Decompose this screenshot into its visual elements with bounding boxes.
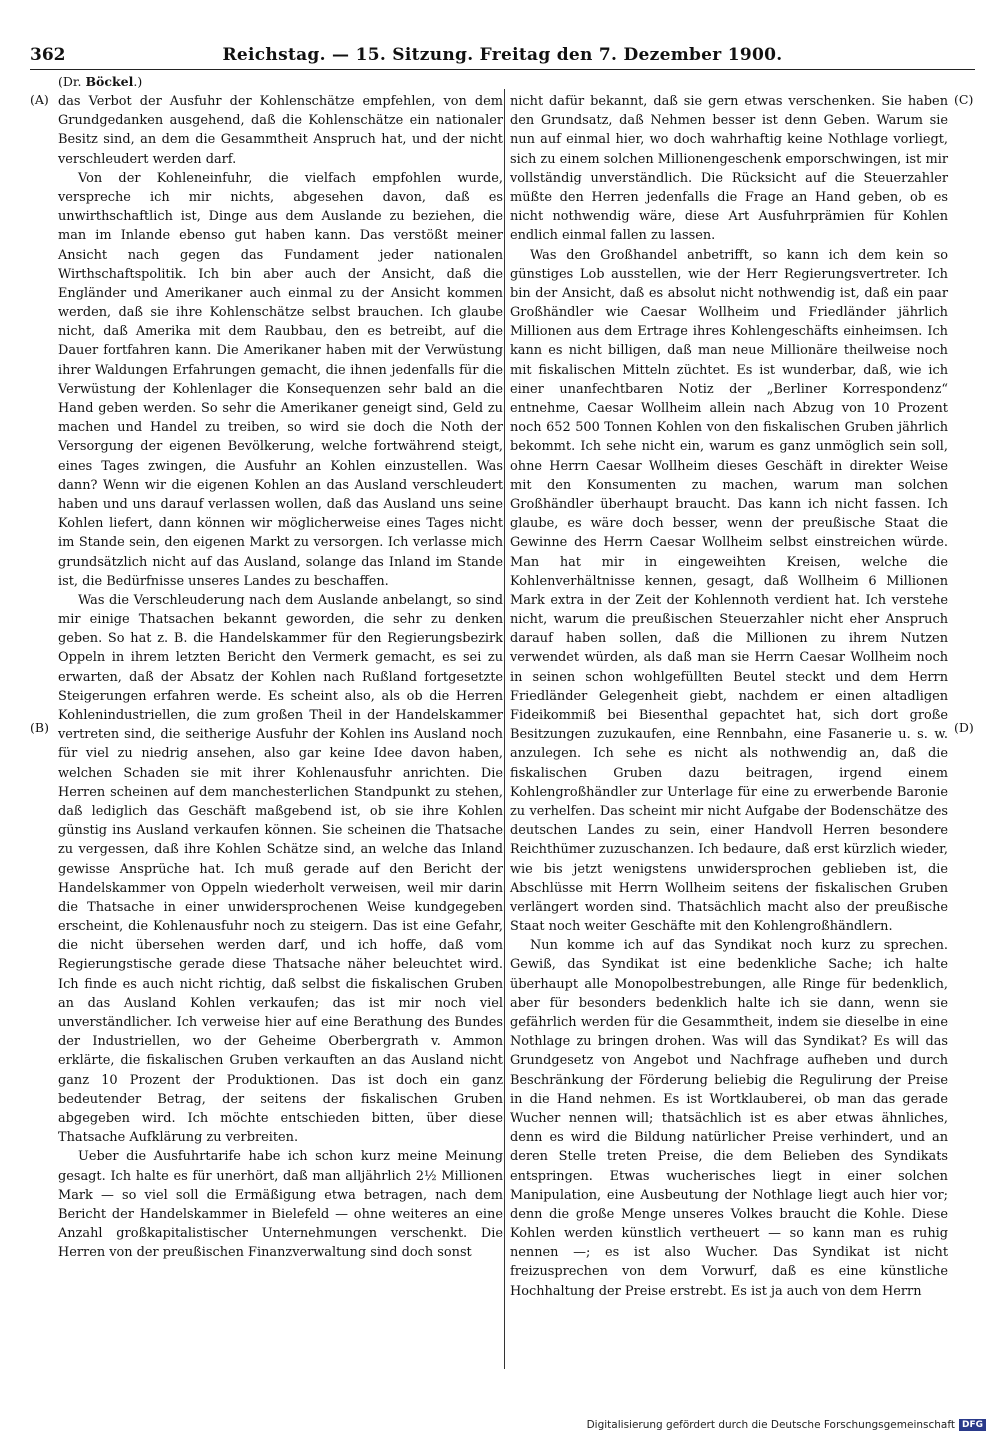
page-number: 362 xyxy=(30,45,66,65)
running-head: Reichstag. — 15. Sitzung. Freitag den 7. Dezember 1900. xyxy=(222,45,783,65)
speaker-prefix: (Dr. xyxy=(58,74,86,89)
paragraph: Was die Verschleuderung nach dem Auslande anbelangt, so sind mir einige Thatsachen bekannt geworden, die sehr zu denken geben. So hat z. B. die Handelskammer für den Regierungsbezirk Oppeln in ihrem letzten Bericht den Vermerk gemacht, es sei zu erwarten, daß der Absatz der Kohlen nach Rußland fortgesetzte Steigerungen erfahren werde. Es scheint also, als ob die Herren Kohlenindustriellen, die zum großen Theil in der Handelskammer vertreten sind, die seitherige Ausfuhr der Kohlen ins Ausland noch für viel zu niedrig ansehen, also gar keine Idee davon haben, welchen Schaden sie mit ihrer Kohlenausfuhr anrichten. Die Herren scheinen auf dem manchesterlichen Standpunkt zu stehen, daß lediglich das Geschäft maßgebend ist, ob sie ihre Kohlen günstig ins Ausland verkaufen können. Sie scheinen die Thatsache zu vergessen, daß ihre Kohlen Schätze sind, an welche das Inland gewisse Ansprüche hat. Ich muß gerade auf den Bericht der Handelskammer von Oppeln wiederholt verweisen, weil mir darin die Thatsache in einer unwidersprochenen Weise kundgegeben erscheint, die Kohlenausfuhr noch zu steigern. Das ist eine Gefahr, die nicht übersehen werden darf, und ich hoffe, daß vom Regierungstische gerade diese Thatsache näher beleuchtet wird. Ich finde es auch nicht richtig, daß selbst die fiskalischen Gruben an das Ausland Kohlen verkaufen; das ist mir noch viel unverständlicher. Ich verweise hier auf eine Berathung des Bundes der Industriellen, wo der Geheime Oberbergrath v. Ammon erklärte, die fiskalischen Gruben verkauften an das Ausland nicht ganz 10 Prozent der Produktionen. Das ist doch ein ganz bedeutender Betrag, der seitens der fiskalischen Gruben abgegeben wird. Ich möchte entschieden bitten, über diese Thatsache Aufklärung zu verbreiten. xyxy=(58,592,503,1146)
page-footer xyxy=(587,1418,986,1432)
footer-credit: Digitalisierung gefördert durch die Deutsche Forschungsgemeinschaft xyxy=(586,1419,955,1431)
paragraph: Nun komme ich auf das Syndikat noch kurz zu sprechen. Gewiß, das Syndikat ist eine bedenkliche Sache; ich halte überhaupt alle Monopolbestrebungen, alle Ringe für bedenklich, aber für besonders bedenklich halte ich sie dann, wenn sie gefährlich werden für die Gesammtheit, indem sie dieselbe in eine Nothlage zu bringen drohen. Was will das Syndikat? Es will das Grundgesetz von Angebot und Nachfrage aufheben und durch Beschränkung der Förderung beliebig die Regulirung der Preise in die Hand nehmen. Es ist Wortklauberei, ob man das gerade Wucher nennen will; thatsächlich ist es aber etwas ähnliches, denn es wird die Bildung natürlicher Preise verhindert, und an deren Stelle treten Preise, die dem Belieben des Syndikats entspringen. Etwas wucherisches liegt in einer solchen Manipulation, eine Ausbeutung der Nothlage liegt auch hier vor; denn die große Menge unseres Volkes braucht die Kohle. Diese Kohlen werden künstlich vertheuert — so kann man es ruhig nennen —; es ist also Wucher. Das Syndikat ist nicht freizusprechen von dem Vorwurf, daß es eine künstliche Hochhaltung der Preise erstrebt. Es ist ja auch von dem Herrn xyxy=(510,938,948,1299)
margin-mark-c: (C) xyxy=(954,92,974,107)
paragraph: das Verbot der Ausfuhr der Kohlenschätze empfehlen, von dem Grundgedanken ausgehend, daß die Kohlenschätze ein nationaler Besitz sind, an dem die Gesammtheit Anspruch hat, und der nicht verschleudert werden darf. xyxy=(58,94,503,167)
left-column xyxy=(58,92,503,1262)
paragraph: nicht dafür bekannt, daß sie gern etwas verschenken. Sie haben den Grundsatz, daß Nehmen besser ist denn Geben. Warum sie nun auf einmal hier, wo doch wahrhaftig keine Nothlage vorliegt, sich zu einem solchen Millionengeschenk emporschwingen, ist mir vollständig unverständlich. Die Rücksicht auf die Steuerzahler müßte den Herren jedenfalls die Frage an Hand geben, ob es nicht nothwendig wäre, diese Art Ausfuhrprämien für Kohlen endlich einmal fallen zu lassen. xyxy=(510,94,948,244)
right-column xyxy=(510,92,948,1301)
margin-mark-d: (D) xyxy=(954,720,974,735)
speaker-name: Böckel xyxy=(85,74,134,89)
margin-mark-a: (A) xyxy=(30,92,49,107)
paragraph: Von der Kohleneinfuhr, die vielfach empfohlen wurde, verspreche ich mir nichts, abgesehen davon, daß es unwirthschaftlich ist, Dinge aus dem Auslande zu beziehen, die man im Inlande ebenso gut haben kann. Das verstößt meiner Ansicht nach gegen das Fundament jeder nationalen Wirthschaftspolitik. Ich bin aber auch der Ansicht, daß die Engländer und Amerikaner auch einmal zu der Ansicht kommen werden, daß sie ihre Kohlenschätze selbst brauchen. Ich glaube nicht, daß Amerika mit dem Raubbau, den es betreibt, auf die Dauer fortfahren kann. Die Amerikaner haben mit der Verwüstung ihrer Waldungen Erfahrungen gemacht, die ihnen jedenfalls für die Verwüstung der Kohlenlager die Konsequenzen sehr bald an die Hand geben werden. So sehr die Amerikaner geneigt sind, Geld zu machen und Handel zu treiben, so wird sie doch die Noth der Versorgung der eigenen Bevölkerung, welche fortwährend steigt, eines Tages zwingen, die Ausfuhr an Kohlen einzustellen. Was dann? Wenn wir die eigenen Kohlen an das Ausland verschleudert haben und uns darauf verlassen wollen, daß das Ausland uns seine Kohlen liefert, dann können wir möglicherweise eines Tages nicht im Stande sein, den eigenen Markt zu versorgen. Ich verlasse mich grundsätzlich nicht auf das Ausland, solange das Inland im Stande ist, die Bedürfnisse unseres Landes zu beschaffen. xyxy=(58,170,503,589)
dfg-logo: DFG xyxy=(959,1419,986,1431)
paragraph: Was den Großhandel anbetrifft, so kann ich dem kein so günstiges Lob ausstellen, wie der Herr Regierungsvertreter. Ich bin der Ansicht, daß es absolut nicht nothwendig ist, daß ein paar Großhändler wie Caesar Wollheim und Friedländer jährlich Millionen aus dem Ertrage ihres Kohlengeschäfts einheimsen. Ich kann es nicht billigen, daß man neue Millionäre theilweise noch mit fiskalischen Mitteln züchtet. Es ist wunderbar, daß, wie ich einer unanfechtbaren Notiz der „Berliner Korrespondenz“ entnehme, Caesar Wollheim allein nach Abzug von 10 Prozent noch 652 500 Tonnen Kohlen von den fiskalischen Gruben jährlich bekommt. Ich sehe nicht ein, warum es ganz unmöglich sein soll, ohne Herrn Caesar Wollheim dieses Geschäft in direkter Weise mit den Konsumenten zu machen, warum man solchen Großhändler überhaupt braucht. Das kann ich nicht fassen. Ich glaube, es wäre doch besser, wenn der preußische Staat die Gewinne des Herrn Caesar Wollheim selbst einstreichen würde. Man hat mir in eingeweihten Kreisen, welche die Kohlenverhältnisse kennen, gesagt, daß Wollheim 6 Millionen Mark extra in der Zeit der Kohlennoth verdient hat. Ich verstehe nicht, warum die preußischen Steuerzahler nicht eher Anspruch darauf haben sollen, daß die Millionen zu ihrem Nutzen verwendet würden, als daß man sie Herrn Caesar Wollheim noch in seinen schon wohlgefüllten Beutel steckt und dem Herrn Friedländer Gelegenheit giebt, nachdem er einen altadligen Fideikommiß bei Biesenthal gepachtet hat, sich dort große Besitzungen zuzukaufen, eine Rennbahn, eine Fasanerie u. s. w. anzulegen. Ich sehe es nicht als nothwendig an, daß die fiskalischen Gruben dazu beitragen, irgend einem Kohlengroßhändler zur Unterlage für eine zu erwerbende Baronie zu verhelfen. Das scheint mir nicht Aufgabe der Bodenschätze des deutschen Landes zu sein, einer Handvoll Herren besondere Reichthümer zuzuschanzen. Ich bedaure, daß erst kürzlich wieder, wie bis jetzt wenigstens unwidersprochen geblieben ist, die Abschlüsse mit Herrn Wollheim seitens der fiskalischen Gruben verlängert worden sind. Thatsächlich macht also der preußische Staat noch weiter Geschäfte mit den Kohlengroßhändlern. xyxy=(510,247,948,935)
paragraph: Ueber die Ausfuhrtarife habe ich schon kurz meine Meinung gesagt. Ich halte es für unerhört, daß man alljährlich 2½ Millionen Mark — so viel soll die Ermäßigung etwa betragen, nach dem Bericht der Handelskammer in Bielefeld — ohne weiteres an eine Anzahl großkapitalistischer Unternehmungen verschenkt. Die Herren von der preußischen Finanzverwaltung sind doch sonst xyxy=(58,1149,503,1261)
speaker-note xyxy=(58,72,142,92)
column-divider xyxy=(504,89,505,1369)
header-rule xyxy=(30,69,975,70)
margin-mark-b: (B) xyxy=(30,720,49,735)
speaker-suffix: .) xyxy=(133,74,143,89)
page-header xyxy=(30,42,975,68)
